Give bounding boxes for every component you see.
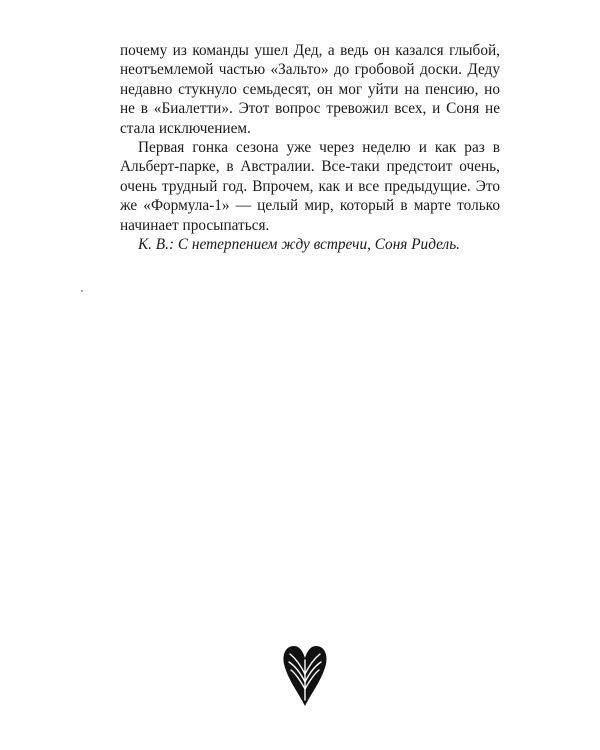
text-block	[120, 41, 500, 254]
scan-speck	[81, 290, 83, 292]
paragraph-2: Первая гонка сезона уже через неделю и как раз в Альберт-парке, в Австралии. Все-таки предстоит очень, очень трудный год. Впрочем, как и все предыдущие. Это же «Формула-1» — целый мир, который в марте только начинает просыпаться.	[120, 139, 500, 234]
paragraph-1: почему из команды ушел Дед, а ведь он казался глыбой, неотъемлемой частью «Зальто» до гробовой доски. Деду недавно стукнуло семьдесят, он мог уйти на пенсию, но не в «Биалетти». Этот вопрос тревожил всех, и Соня не стала исключением.	[120, 42, 500, 137]
wheat-heart-icon	[280, 632, 330, 712]
signature-line: К. В.: С нетерпением жду встречи, Соня Ридель.	[138, 236, 460, 254]
